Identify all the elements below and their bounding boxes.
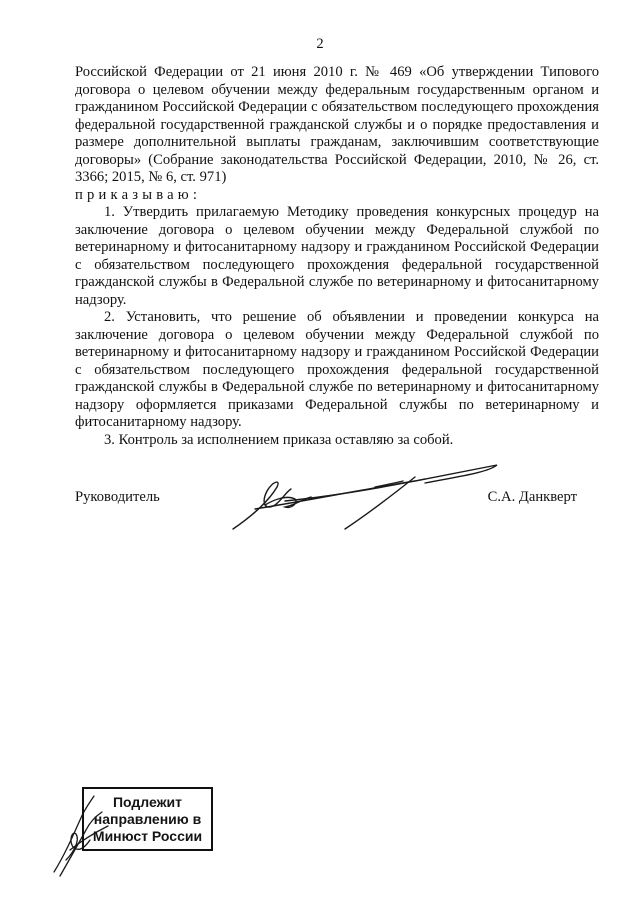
signer-name: С.А. Данкверт (487, 489, 577, 505)
paragraph-item-2: 2. Установить, что решение об объявлении и проведении конкурса на заключение договора о целевом обучении между Федеральной службой по ветеринарному и фитосанитарному надзору и гражданином Российской Федерации с обязательством последующего прохождения федеральной государственной гражданской службы в Федеральной службе по ветеринарному и фитосанитарному надзору оформляется приказами Федеральной службы по ветеринарному и фитосанитарному надзору. (75, 309, 599, 430)
document-body (75, 64, 599, 449)
ministry-stamp (82, 787, 213, 851)
paragraph-legal-reference: Российской Федерации от 21 июня 2010 г. № 469 «Об утверждении Типового договора о целевом обучении между федеральным государственным органом и гражданином Российской Федерации с обязательством последующего прохождения федеральной государственной гражданской службы и о порядке предоставления и размере дополнительной выплаты гражданам, заключившим соответствующие договоры» (Собрание законодательства Российской Федерации, 2010, № 26, ст. 3366; 2015, № 6, ст. 971) (75, 64, 599, 185)
stamp-line: направлению в (93, 811, 202, 827)
paragraph-order-word: приказываю: (75, 186, 202, 203)
stamp-line: Минюст России (92, 828, 203, 844)
handwritten-signature-icon (225, 459, 505, 534)
stamp-line: Подлежит (112, 794, 182, 810)
paragraph-item-1: 1. Утвердить прилагаемую Методику проведения конкурсных процедур на заключение договора о целевом обучении между Федеральной службой по ветеринарному и фитосанитарному надзору и гражданином Российской Федерации с обязательством последующего прохождения федеральной государственной гражданской службы в Федеральной службе по ветеринарному и фитосанитарному надзору. (75, 204, 599, 308)
signer-title: Руководитель (75, 489, 160, 505)
page-number: 2 (316, 36, 324, 52)
paragraph-item-3: 3. Контроль за исполнением приказа оставляю за собой. (104, 431, 454, 448)
